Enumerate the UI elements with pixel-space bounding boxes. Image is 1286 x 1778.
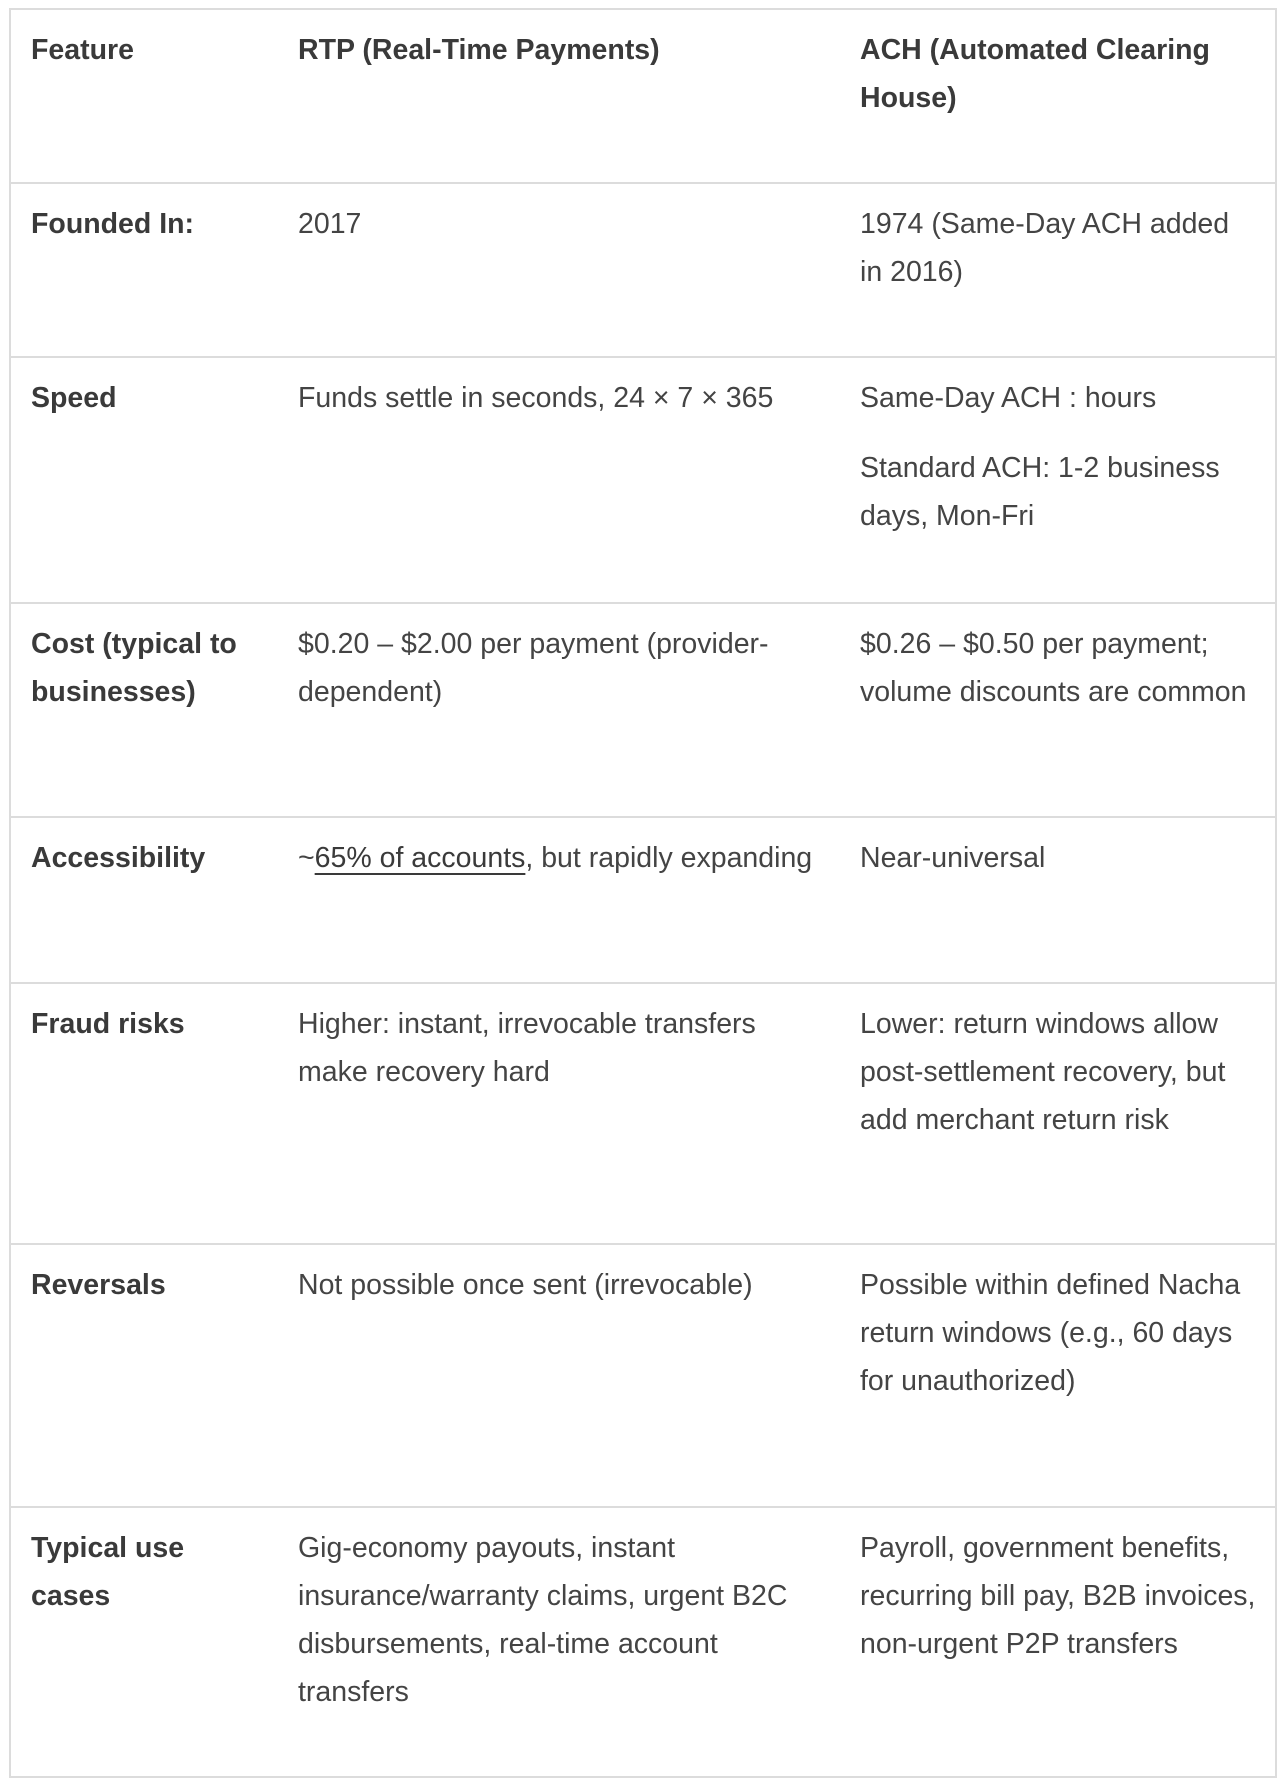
rtp-accessibility-suffix: , but rapidly expanding [525,842,813,874]
ach-use-cases-text: Payroll, government benefits, recurring bill pay, B2B invoices, non-urgent P2P transfers [860,1532,1256,1660]
table-row-reversals [11,1244,1275,1507]
header-rtp: RTP (Real-Time Payments) [298,34,660,66]
table-row-fraud [11,983,1275,1244]
rtp-vs-ach-comparison-table [11,10,1275,1776]
table-row-founded [11,183,1275,357]
table-row-use-cases [11,1507,1275,1776]
row-label-speed: Speed [11,357,278,603]
rtp-accessibility-prefix: ~ [298,842,315,874]
ach-reversals-text: Possible within defined Nacha return windows (e.g., 60 days for unauthorized) [860,1269,1241,1397]
row-label-use-cases: Typical use cases [11,1507,278,1776]
rtp-founded: 2017 [278,183,840,357]
ach-speed-same-day: Same-Day ACH : hours [860,382,1157,414]
table-header-row [11,10,1275,183]
rtp-fraud: Higher: instant, irrevocable transfers make recovery hard [278,983,840,1244]
row-label-fraud: Fraud risks [11,983,278,1244]
row-label-founded: Founded In: [11,183,278,357]
table-row-speed [11,357,1275,603]
ach-fraud-text: Lower: return windows allow post-settlement recovery, but add merchant return risk [860,1008,1226,1136]
comparison-table-container [9,8,1277,1778]
ach-cost-text: $0.26 – $0.50 per payment; volume discounts are common [860,628,1247,708]
accounts-coverage-link[interactable]: 65% of accounts [314,842,526,874]
ach-use-cases [840,1507,1275,1776]
ach-accessibility-text: Near-universal [860,842,1046,874]
table-row-cost [11,603,1275,817]
header-feature: Feature [31,34,134,66]
row-label-accessibility: Accessibility [11,817,278,983]
ach-cost [840,603,1275,817]
ach-founded [840,183,1275,357]
rtp-reversals: Not possible once sent (irrevocable) [278,1244,840,1507]
ach-fraud [840,983,1275,1244]
ach-founded-text: 1974 (Same-Day ACH added in 2016) [860,208,1230,288]
rtp-cost: $0.20 – $2.00 per payment (provider-dependent) [278,603,840,817]
rtp-use-cases: Gig-economy payouts, instant insurance/warranty claims, urgent B2C disbursements, real-time account transfers [278,1507,840,1776]
header-ach: ACH (Automated Clearing House) [860,34,1210,114]
row-label-cost: Cost (typical to businesses) [11,603,278,817]
row-label-reversals: Reversals [11,1244,278,1507]
ach-accessibility [840,817,1275,983]
ach-speed-standard: Standard ACH: 1-2 business days, Mon-Fri [860,452,1220,532]
table-row-accessibility [11,817,1275,983]
ach-speed [840,357,1275,603]
ach-reversals [840,1244,1275,1507]
rtp-speed: Funds settle in seconds, 24 × 7 × 365 [278,357,840,603]
rtp-accessibility [278,817,840,983]
